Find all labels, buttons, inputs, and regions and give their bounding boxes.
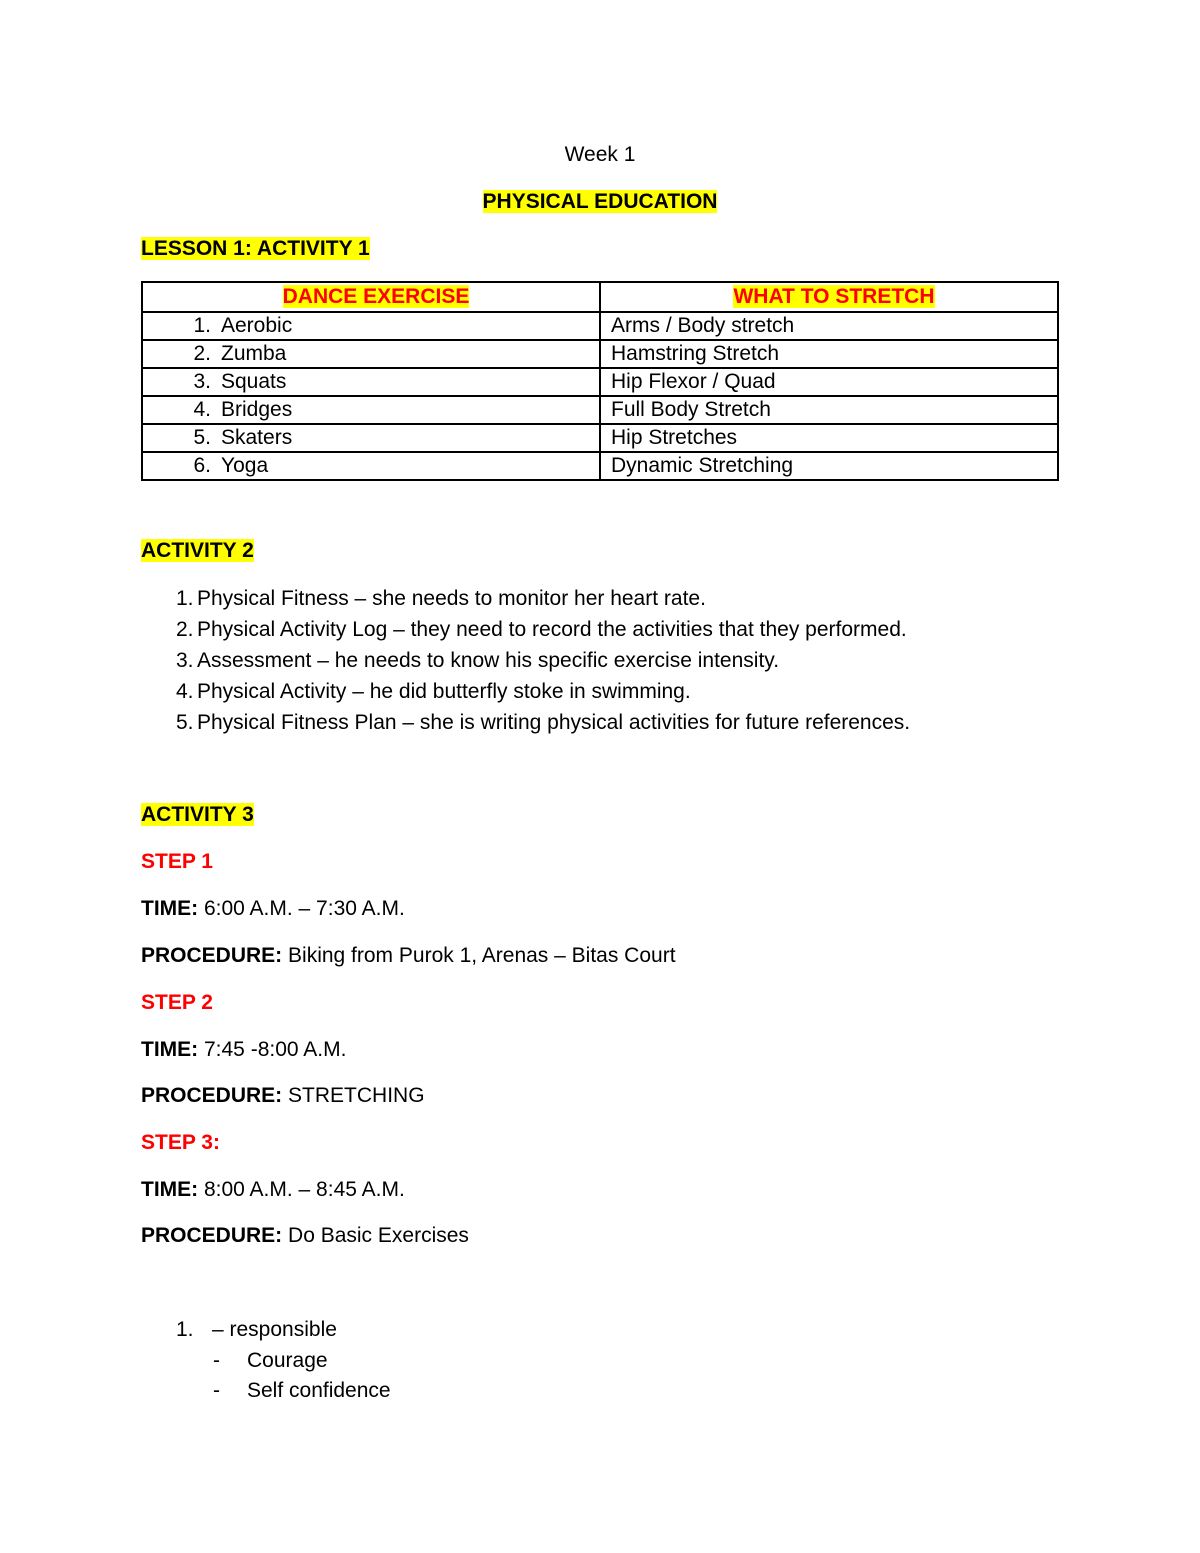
table-row	[142, 424, 1058, 452]
item-number: 1.	[176, 1318, 194, 1341]
exercise-name: Skaters	[221, 426, 293, 449]
stretch-cell	[600, 340, 1058, 368]
exercise-cell	[142, 396, 600, 424]
table-header-cell	[142, 282, 600, 312]
stretch-name: Hamstring Stretch	[611, 342, 780, 365]
activity3-heading-text: ACTIVITY 3	[141, 803, 254, 826]
item-number: 4.	[176, 680, 194, 703]
item-text: Physical Fitness Plan – she is writing physical activities for future references.	[197, 711, 911, 734]
exercise-name: Bridges	[221, 398, 293, 421]
item-text: Assessment – he needs to know his specific exercise intensity.	[197, 649, 780, 672]
step-1-procedure	[141, 943, 676, 969]
row-number: 3.	[193, 370, 211, 393]
table-row	[142, 452, 1058, 480]
stretch-cell	[600, 396, 1058, 424]
dash-bullet: -	[213, 1379, 220, 1402]
row-number: 1.	[193, 314, 211, 337]
procedure-label: PROCEDURE:	[141, 944, 283, 967]
time-label: TIME:	[141, 1178, 199, 1201]
item-text: Physical Fitness – she needs to monitor her heart rate.	[197, 587, 706, 610]
procedure-label: PROCEDURE:	[141, 1224, 283, 1247]
table-header-row	[142, 282, 1058, 312]
procedure-value: Biking from Purok 1, Arenas – Bitas Court	[282, 944, 676, 967]
item-number: 5.	[176, 711, 194, 734]
item-number: 2.	[176, 618, 194, 641]
time-label: TIME:	[141, 897, 199, 920]
exercise-name: Squats	[221, 370, 287, 393]
time-label: TIME:	[141, 1038, 199, 1061]
item-text: Physical Activity Log – they need to record the activities that they performed.	[197, 618, 907, 641]
list-item	[141, 707, 910, 738]
exercise-name: Aerobic	[221, 314, 293, 337]
subject-title-text: PHYSICAL EDUCATION	[482, 190, 718, 213]
activity3-heading	[141, 803, 254, 827]
sub-list-item	[213, 1378, 391, 1404]
procedure-label: PROCEDURE:	[141, 1084, 283, 1107]
stretch-cell	[600, 424, 1058, 452]
step-3-time	[141, 1177, 405, 1203]
step-2-time	[141, 1037, 346, 1063]
stretch-cell	[600, 452, 1058, 480]
table-header-cell	[600, 282, 1058, 312]
activity2-heading	[141, 539, 254, 563]
procedure-value: Do Basic Exercises	[282, 1224, 469, 1247]
list-item	[141, 645, 910, 676]
table-row	[142, 340, 1058, 368]
header-dance-exercise: DANCE EXERCISE	[282, 285, 470, 308]
stretch-name: Hip Stretches	[611, 426, 738, 449]
row-number: 6.	[193, 454, 211, 477]
step-1-label: STEP 1	[141, 850, 213, 873]
item-number: 1.	[176, 587, 194, 610]
list-item	[141, 583, 910, 614]
step-2-label: STEP 2	[141, 991, 213, 1014]
header-what-to-stretch: WHAT TO STRETCH	[733, 285, 935, 308]
stretch-name: Hip Flexor / Quad	[611, 370, 776, 393]
row-number: 5.	[193, 426, 211, 449]
exercise-name: Yoga	[221, 454, 269, 477]
step-3-label: STEP 3:	[141, 1131, 220, 1154]
week-title-text: Week 1	[564, 143, 636, 166]
lesson-heading-text: LESSON 1: ACTIVITY 1	[141, 237, 370, 260]
exercise-cell	[142, 312, 600, 340]
lesson-heading	[141, 237, 370, 261]
table-row	[142, 368, 1058, 396]
stretch-name: Dynamic Stretching	[611, 454, 794, 477]
item-number: 3.	[176, 649, 194, 672]
step-3-procedure	[141, 1223, 469, 1249]
time-value: 7:45 -8:00 A.M.	[198, 1038, 347, 1061]
sub-list-item	[213, 1348, 328, 1374]
week-title	[0, 143, 1200, 167]
time-value: 8:00 A.M. – 8:45 A.M.	[198, 1178, 405, 1201]
item-text: Self confidence	[247, 1379, 391, 1402]
stretch-name: Arms / Body stretch	[611, 314, 795, 337]
item-text: Courage	[247, 1349, 328, 1372]
table-row	[142, 396, 1058, 424]
step-1-time	[141, 896, 405, 922]
table-row	[142, 312, 1058, 340]
dash-bullet: -	[213, 1349, 220, 1372]
step-2-procedure	[141, 1083, 425, 1109]
final-list-item	[176, 1317, 337, 1343]
list-item	[141, 676, 910, 707]
stretch-name: Full Body Stretch	[611, 398, 771, 421]
procedure-value: STRETCHING	[282, 1084, 425, 1107]
row-number: 4.	[193, 398, 211, 421]
row-number: 2.	[193, 342, 211, 365]
activity2-heading-text: ACTIVITY 2	[141, 539, 254, 562]
exercise-name: Zumba	[221, 342, 287, 365]
exercise-cell	[142, 340, 600, 368]
time-value: 6:00 A.M. – 7:30 A.M.	[198, 897, 405, 920]
exercise-cell	[142, 424, 600, 452]
exercise-cell	[142, 368, 600, 396]
exercise-table	[141, 281, 1059, 481]
stretch-cell	[600, 312, 1058, 340]
subject-title	[0, 190, 1200, 214]
item-text: Physical Activity – he did butterfly stoke in swimming.	[197, 680, 691, 703]
list-item	[141, 614, 910, 645]
activity2-list	[141, 583, 910, 738]
exercise-cell	[142, 452, 600, 480]
item-text: – responsible	[212, 1318, 337, 1341]
stretch-cell	[600, 368, 1058, 396]
